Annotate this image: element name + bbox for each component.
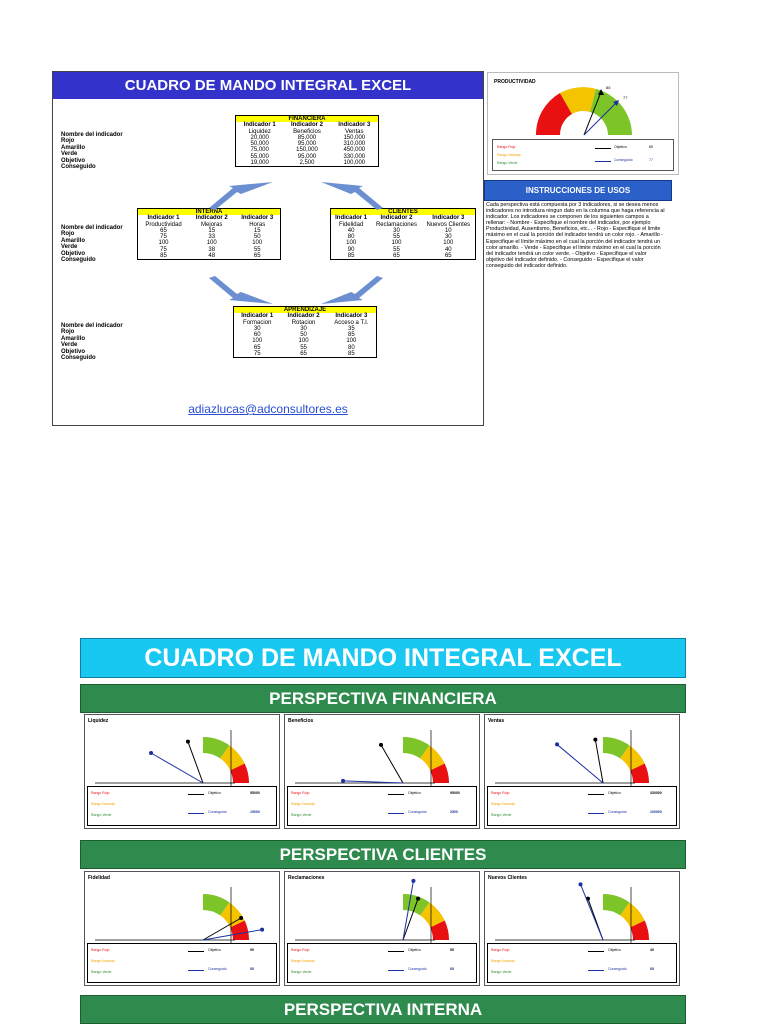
legend-objetivo-value: 40	[650, 948, 654, 952]
conseguido-line-sample	[388, 813, 404, 814]
table-cell[interactable]: 85,000	[297, 134, 317, 141]
objetivo-needle	[595, 740, 603, 783]
table-cell[interactable]: 75,000	[250, 147, 269, 154]
gauge-panel	[284, 871, 480, 986]
objetivo-line-sample	[595, 148, 611, 149]
legend-conseguido-label: Conseguido	[608, 967, 627, 971]
row-label: Nombre del indicador	[61, 132, 123, 138]
legend-conseguido-label: Conseguido	[408, 967, 427, 971]
table-cell[interactable]: 100	[443, 240, 454, 247]
table-cell[interactable]: Beneficios	[293, 128, 321, 135]
row-label: Objetivo	[61, 348, 86, 355]
prod-objetivo-label: 85	[606, 85, 611, 90]
table-cell[interactable]: 15	[253, 227, 261, 234]
legend-objetivo-label: Objetivo	[614, 145, 627, 149]
row-label: Verde	[61, 342, 78, 349]
table-cell[interactable]: 90	[347, 246, 355, 253]
column-header: Indicador 3	[335, 313, 368, 320]
table-cell[interactable]: 100	[252, 338, 263, 345]
legend-rango-rojo: Rango Rojo	[91, 791, 110, 795]
legend-rango-rojo: Rango Rojo	[491, 948, 510, 952]
instructions-title: INSTRUCCIONES DE USOS	[484, 180, 672, 201]
section-interna: PERSPECTIVA INTERNA	[80, 995, 686, 1024]
arrow-clientes-financiera	[321, 182, 383, 210]
table-cell[interactable]: 150,000	[343, 134, 366, 141]
panel-legend	[487, 943, 677, 983]
table-cell[interactable]: 95,000	[297, 141, 317, 148]
table-cell[interactable]: 30	[253, 325, 261, 332]
table-cell[interactable]: Reclamaciones	[375, 221, 417, 228]
column-header: Indicador 2	[290, 122, 323, 129]
column-header: Indicador 2	[287, 313, 320, 320]
table-cell[interactable]: 75	[160, 246, 167, 253]
legend-rango-verde: Rango Verde	[497, 161, 518, 165]
legend-objetivo-label: Objetivo	[608, 791, 621, 795]
row-label: Verde	[61, 244, 78, 251]
productividad-chart	[487, 72, 679, 175]
legend-objetivo-label: Objetivo	[408, 791, 421, 795]
panel-title: Ventas	[488, 718, 505, 724]
legend-objetivo-label: Objetivo	[408, 948, 421, 952]
table-cell[interactable]: 65	[160, 227, 167, 234]
legend-objetivo-label: Objetivo	[208, 791, 221, 795]
conseguido-line-sample	[588, 970, 604, 971]
panel-legend	[287, 786, 477, 826]
conseguido-needle	[151, 753, 203, 783]
instructions-text: Cada perspectiva está compuesta por 3 indicadores, si se desea menos indicadores no introduza ningun dato en la columna que haga referencia al indicador. Los indicadores se componen de los siguientes campos a rellenar: - Nombre - Especifique el nombre del indicador, por ejemplo Productividad, Ausentismo, Beneficios, etc... - Rojo - Especifique el limite máximo en el cual la porción del indicador tendrá un color rojo. - Amarillo - Especifique el límite máximo en el cual la porción del indicador tendrá un color amarillo. - Verde - Especifique el limite máximo en el cual la porción del indicador tendrá un color verde. - Objetivo - Especifique el valor objetivo del indicador definido. - Conseguido - Especifique el valor conseguido del indicador definido.	[486, 202, 665, 269]
table-cell[interactable]: 100	[158, 240, 169, 247]
table-cell[interactable]: Acceso a T.I.	[334, 319, 369, 326]
legend-conseguido-value: 2500	[450, 810, 458, 814]
table-cell[interactable]: 310,000	[343, 141, 366, 148]
gauge-panel	[284, 714, 480, 829]
conseguido-line-sample	[588, 813, 604, 814]
table-header: CLIENTES	[331, 209, 476, 216]
column-header: Indicador 2	[380, 215, 413, 222]
legend-rango-naranja: Rango Naranja	[91, 802, 115, 806]
panel-title: Liquidez	[88, 718, 109, 724]
table-cell[interactable]: 95,000	[297, 153, 317, 160]
table-cell[interactable]: 100	[391, 240, 402, 247]
table-cell[interactable]: 100,000	[343, 160, 366, 167]
panel-title: Nuevos Clientes	[488, 875, 527, 881]
panel-legend	[87, 786, 277, 826]
table-cell[interactable]: 100	[206, 240, 217, 247]
table-cell[interactable]: 450,000	[343, 147, 366, 154]
column-header: Indicador 1	[335, 215, 368, 222]
objetivo-line-sample	[188, 951, 204, 952]
panel-title: Beneficios	[288, 718, 314, 724]
table-cell[interactable]: Nuevos Clientes	[426, 221, 471, 228]
row-label: Nombre del indicador	[61, 323, 123, 329]
legend-rango-verde: Rango Verde	[91, 813, 112, 817]
legend-conseguido-value: 100000	[650, 810, 662, 814]
table-cell[interactable]: 20,000	[250, 134, 269, 141]
gauge-panel	[484, 714, 680, 829]
flow-arrows	[53, 72, 483, 402]
table-cell[interactable]: Fidelidad	[338, 221, 364, 228]
productividad-legend	[492, 139, 674, 171]
legend-rango-rojo: Rango Rojo	[491, 791, 510, 795]
column-header: Indicador 1	[147, 215, 180, 222]
objetivo-line-sample	[588, 951, 604, 952]
objetivo-marker	[186, 740, 190, 744]
table-header: INTERNA	[138, 209, 281, 216]
table-cell[interactable]: Liquidez	[248, 128, 271, 135]
legend-conseguido-label: Conseguido	[608, 810, 627, 814]
table-cell[interactable]: 2,500	[299, 160, 315, 167]
table-cell[interactable]: 55	[393, 234, 400, 241]
legend-rango-verde: Rango Verde	[291, 970, 312, 974]
table-header: FINANCIERA	[236, 116, 379, 123]
prod-conseguido-label: 77	[623, 95, 628, 100]
table-cell[interactable]: 19,000	[250, 160, 269, 167]
panel-title: Fidelidad	[88, 875, 110, 881]
table-cell[interactable]: 50	[300, 332, 307, 339]
table-cell[interactable]: Horas	[249, 221, 266, 228]
objetivo-needle	[188, 742, 203, 783]
email-link[interactable]: adiazlucas@adconsultores.es	[188, 402, 348, 416]
table-cell[interactable]: Productividad	[145, 221, 182, 228]
legend-objetivo-label: Objetivo	[608, 948, 621, 952]
conseguido-line-sample	[188, 970, 204, 971]
table-cell[interactable]: 100	[252, 240, 263, 247]
table-cell[interactable]: 65	[253, 344, 261, 351]
table-cell[interactable]: 65	[393, 253, 400, 260]
conseguido-marker	[555, 742, 559, 746]
table-cell[interactable]: 85	[160, 253, 167, 260]
legend-rango-verde: Rango Verde	[91, 970, 112, 974]
legend-rango-naranja: Rango Naranja	[491, 959, 515, 963]
row-label: Rojo	[61, 138, 75, 145]
table-cell[interactable]: 75	[253, 351, 261, 358]
table-cell[interactable]: 65	[300, 351, 307, 358]
objetivo-marker	[379, 743, 383, 747]
table-cell[interactable]: 100	[346, 338, 357, 345]
arrow-interna-aprendizaje	[209, 276, 273, 304]
conseguido-line-sample	[595, 161, 611, 162]
legend-conseguido-value: 65	[450, 967, 454, 971]
legend-rango-naranja: Rango Naranja	[491, 802, 515, 806]
legend-objetivo-value: 85	[649, 145, 653, 149]
legend-rango-rojo: Rango Rojo	[291, 948, 310, 952]
table-cell[interactable]: 10	[444, 227, 452, 234]
conseguido-needle	[581, 884, 603, 940]
objetivo-needle	[381, 745, 403, 783]
table-cell[interactable]: 80	[348, 344, 355, 351]
gauge-panel	[484, 871, 680, 986]
table-cell[interactable]: 330,000	[343, 153, 366, 160]
table-cell[interactable]: 85	[348, 351, 355, 358]
conseguido-line-sample	[188, 813, 204, 814]
legend-rango-naranja: Rango Naranja	[291, 802, 315, 806]
table-cell[interactable]: 80	[347, 234, 355, 241]
table-cell[interactable]: 55	[393, 246, 400, 253]
row-label: Rojo	[61, 329, 75, 336]
table-cell[interactable]: 55,000	[250, 153, 269, 160]
table-cell[interactable]: Formacion	[243, 319, 272, 326]
legend-conseguido-label: Conseguido	[408, 810, 427, 814]
legend-objetivo-value: 95000	[450, 791, 460, 795]
table-cell[interactable]: Mejoras	[201, 221, 223, 228]
conseguido-marker	[260, 928, 264, 932]
table-cell[interactable]: 15	[208, 227, 216, 234]
objetivo-line-sample	[388, 794, 404, 795]
legend-rango-verde: Rango Verde	[291, 813, 312, 817]
dashboard-title: CUADRO DE MANDO INTEGRAL EXCEL	[80, 638, 686, 678]
row-label: Conseguido	[61, 257, 96, 264]
table-cell[interactable]: 30	[444, 234, 452, 241]
table-cell[interactable]: 33	[208, 234, 216, 241]
legend-rango-verde: Rango Verde	[491, 970, 512, 974]
table-cell[interactable]: 30	[300, 325, 307, 332]
row-label: Nombre del indicador	[61, 225, 123, 231]
legend-conseguido-value: 77	[649, 158, 653, 162]
table-cell[interactable]: 55	[300, 344, 307, 351]
productividad-title: PRODUCTIVIDAD	[494, 79, 536, 85]
table-cell[interactable]: 38	[208, 246, 216, 253]
gauge-panel	[84, 871, 280, 986]
table-cell[interactable]: 40	[347, 227, 355, 234]
row-label: Amarillo	[61, 144, 86, 151]
conseguido-marker	[411, 879, 415, 883]
table-cell[interactable]: 100	[298, 338, 309, 345]
table-cell[interactable]: 75	[160, 234, 167, 241]
legend-rango-naranja: Rango Naranja	[291, 959, 315, 963]
legend-rango-rojo: Rango Rojo	[497, 145, 516, 149]
table-cell[interactable]: 100	[346, 240, 357, 247]
section-clientes: PERSPECTIVA CLIENTES	[80, 840, 686, 869]
panel-title: Reclamaciones	[288, 875, 325, 881]
legend-rango-naranja: Rango Naranja	[91, 959, 115, 963]
row-label: Amarillo	[61, 335, 86, 342]
legend-objetivo-value: 55	[450, 948, 454, 952]
row-label: Verde	[61, 151, 78, 158]
objetivo-marker	[593, 738, 597, 742]
table-cell[interactable]: 65	[253, 253, 261, 260]
conseguido-marker	[579, 882, 583, 886]
table-cell[interactable]: 85	[347, 253, 355, 260]
legend-conseguido-value: 19000	[250, 810, 260, 814]
legend-objetivo-value: 90	[250, 948, 254, 952]
column-header: Indicador 3	[338, 122, 371, 129]
table-cell[interactable]: Rotacion	[291, 319, 316, 326]
table-cell[interactable]: 35	[348, 325, 355, 332]
panel-legend	[487, 786, 677, 826]
objetivo-marker	[239, 916, 243, 920]
column-header: Indicador 3	[241, 215, 274, 222]
conseguido-marker	[341, 779, 345, 783]
conseguido-marker	[149, 751, 153, 755]
row-label: Conseguido	[61, 355, 96, 362]
sheet-title: CUADRO DE MANDO INTEGRAL EXCEL	[53, 72, 483, 99]
gauge-panel	[84, 714, 280, 829]
legend-conseguido-label: Conseguido	[208, 967, 227, 971]
arrow-interna-financiera	[209, 182, 273, 210]
arrow-clientes-aprendizaje	[321, 276, 383, 304]
scorecard-sheet	[52, 71, 484, 426]
table-cell[interactable]: 50,000	[250, 141, 269, 148]
row-label: Conseguido	[61, 164, 96, 171]
conseguido-line-sample	[388, 970, 404, 971]
table-cell[interactable]: 85	[348, 332, 355, 339]
legend-conseguido-label: Conseguido	[614, 158, 633, 162]
table-cell[interactable]: 40	[444, 246, 452, 253]
section-financiera: PERSPECTIVA FINANCIERA	[80, 684, 686, 713]
table-cell[interactable]: 55	[253, 246, 261, 253]
legend-conseguido-label: Conseguido	[208, 810, 227, 814]
table-cell[interactable]: 65	[444, 253, 452, 260]
table-cell[interactable]: 60	[253, 332, 261, 339]
legend-rango-rojo: Rango Rojo	[291, 791, 310, 795]
legend-rango-naranja: Rango Naranja	[497, 153, 521, 157]
legend-objetivo-value: 330000	[650, 791, 662, 795]
table-cell[interactable]: Ventas	[345, 128, 364, 135]
legend-objetivo-label: Objetivo	[208, 948, 221, 952]
column-header: Indicador 3	[432, 215, 465, 222]
legend-conseguido-value: 65	[650, 967, 654, 971]
objetivo-line-sample	[588, 794, 604, 795]
panel-legend	[87, 943, 277, 983]
table-header: APRENDIZAJE	[234, 307, 377, 314]
table-cell[interactable]: 150,000	[296, 147, 318, 154]
row-label: Objetivo	[61, 157, 86, 164]
legend-objetivo-value: 55000	[250, 791, 260, 795]
table-cell[interactable]: 30	[393, 227, 400, 234]
objetivo-line-sample	[388, 951, 404, 952]
row-label: Objetivo	[61, 250, 86, 257]
panel-legend	[287, 943, 477, 983]
row-label: Amarillo	[61, 237, 86, 244]
column-header: Indicador 2	[195, 215, 228, 222]
column-header: Indicador 1	[241, 313, 274, 320]
table-cell[interactable]: 48	[208, 253, 216, 260]
conseguido-needle	[557, 744, 603, 783]
objetivo-line-sample	[188, 794, 204, 795]
column-header: Indicador 1	[243, 122, 276, 129]
legend-rango-verde: Rango Verde	[491, 813, 512, 817]
row-label: Rojo	[61, 231, 75, 238]
table-cell[interactable]: 50	[253, 234, 261, 241]
legend-rango-rojo: Rango Rojo	[91, 948, 110, 952]
objetivo-marker	[416, 897, 420, 901]
legend-conseguido-value: 85	[250, 967, 254, 971]
